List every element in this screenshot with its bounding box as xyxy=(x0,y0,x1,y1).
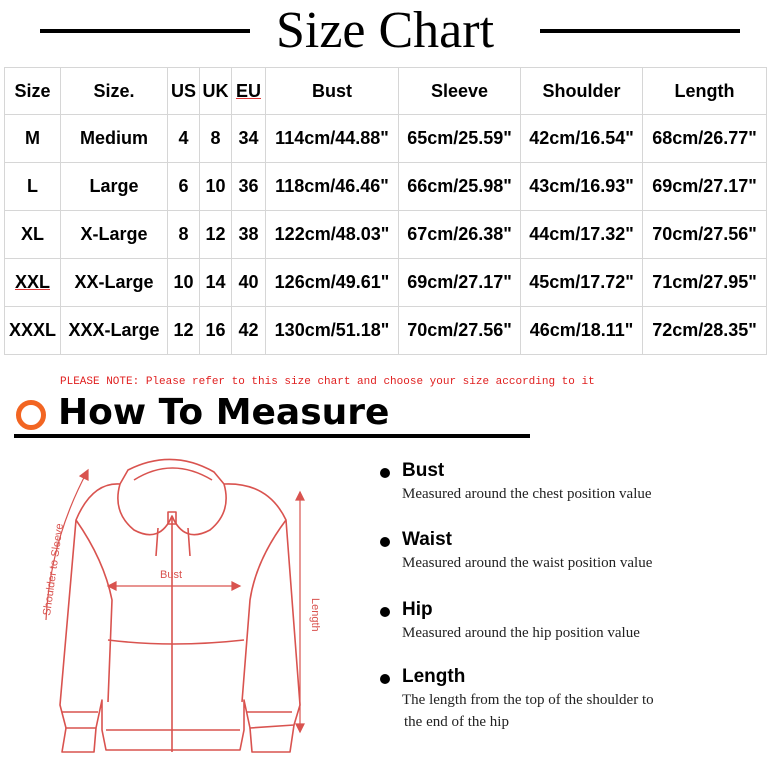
title-divider-right xyxy=(540,29,740,33)
cell-uk: 14 xyxy=(200,259,232,307)
cell-size-name: XXX-Large xyxy=(61,307,168,355)
cell-eu: 42 xyxy=(232,307,266,355)
header-sleeve: Sleeve xyxy=(399,68,521,115)
measure-label: Bust xyxy=(402,460,445,481)
cell-eu: 36 xyxy=(232,163,266,211)
size-table xyxy=(4,67,767,355)
header-size-name: Size. xyxy=(61,68,168,115)
cell-us: 8 xyxy=(168,211,200,259)
cell-us: 4 xyxy=(168,115,200,163)
how-to-measure-title: How To Measure xyxy=(58,392,390,433)
measure-desc: Measured around the chest position value xyxy=(402,486,652,502)
cell-shoulder: 45cm/17.72" xyxy=(521,259,643,307)
shoulder-to-sleeve-label: Shoulder to Sleeve xyxy=(41,522,66,617)
cell-size-name: Large xyxy=(61,163,168,211)
cell-bust: 126cm/49.61" xyxy=(266,259,399,307)
cell-eu: 40 xyxy=(232,259,266,307)
header-size: Size xyxy=(5,68,61,115)
cell-length: 70cm/27.56" xyxy=(643,211,767,259)
cell-bust: 122cm/48.03" xyxy=(266,211,399,259)
bullet-icon xyxy=(380,674,390,684)
cell-sleeve: 69cm/27.17" xyxy=(399,259,521,307)
cell-length: 68cm/26.77" xyxy=(643,115,767,163)
cell-length: 72cm/28.35" xyxy=(643,307,767,355)
table-row xyxy=(5,211,767,259)
title-divider-left xyxy=(40,29,250,33)
header-bust: Bust xyxy=(266,68,399,115)
cell-size: XL xyxy=(5,211,61,259)
table-header-row xyxy=(5,68,767,115)
cell-bust: 114cm/44.88" xyxy=(266,115,399,163)
jacket-outline xyxy=(60,459,300,752)
measure-label: Waist xyxy=(402,529,452,550)
header-uk: UK xyxy=(200,68,232,115)
cell-bust: 118cm/46.46" xyxy=(266,163,399,211)
bullet-icon xyxy=(380,607,390,617)
measure-desc: The length from the top of the shoulder to xyxy=(402,692,654,708)
cell-sleeve: 66cm/25.98" xyxy=(399,163,521,211)
cell-size: XXXL xyxy=(5,307,61,355)
header-eu: EU xyxy=(232,68,266,115)
cell-length: 69cm/27.17" xyxy=(643,163,767,211)
cell-uk: 16 xyxy=(200,307,232,355)
cell-sleeve: 65cm/25.59" xyxy=(399,115,521,163)
cell-size: M xyxy=(5,115,61,163)
cell-sleeve: 70cm/27.56" xyxy=(399,307,521,355)
cell-sleeve: 67cm/26.38" xyxy=(399,211,521,259)
size-note: PLEASE NOTE: Please refer to this size chart and choose your size according to it xyxy=(60,376,595,388)
measure-desc-continued: the end of the hip xyxy=(404,714,509,730)
cell-us: 6 xyxy=(168,163,200,211)
length-label: Length xyxy=(309,598,321,632)
heading-underline xyxy=(14,434,530,438)
page-title: Size Chart xyxy=(275,2,495,59)
cell-us: 12 xyxy=(168,307,200,355)
cell-length: 71cm/27.95" xyxy=(643,259,767,307)
measure-label: Length xyxy=(402,666,466,687)
header-us: US xyxy=(168,68,200,115)
cell-size: XXL xyxy=(5,259,61,307)
cell-size: L xyxy=(5,163,61,211)
cell-eu: 34 xyxy=(232,115,266,163)
cell-shoulder: 44cm/17.32" xyxy=(521,211,643,259)
cell-size-name: Medium xyxy=(61,115,168,163)
measure-desc: Measured around the hip position value xyxy=(402,625,640,641)
cell-eu: 38 xyxy=(232,211,266,259)
cell-size-name: X-Large xyxy=(61,211,168,259)
how-to-measure-heading xyxy=(14,392,534,442)
cell-shoulder: 46cm/18.11" xyxy=(521,307,643,355)
cell-uk: 12 xyxy=(200,211,232,259)
table-row xyxy=(5,307,767,355)
bullet-icon xyxy=(380,537,390,547)
header-shoulder: Shoulder xyxy=(521,68,643,115)
measure-arrows xyxy=(46,470,304,732)
measure-desc: Measured around the waist position value xyxy=(402,555,653,571)
table-row xyxy=(5,259,767,307)
table-row xyxy=(5,163,767,211)
title-banner xyxy=(0,0,768,62)
cell-shoulder: 43cm/16.93" xyxy=(521,163,643,211)
bullet-icon xyxy=(380,468,390,478)
jacket-diagram xyxy=(0,450,360,768)
cell-uk: 10 xyxy=(200,163,232,211)
cell-shoulder: 42cm/16.54" xyxy=(521,115,643,163)
cell-uk: 8 xyxy=(200,115,232,163)
measure-label: Hip xyxy=(402,599,433,620)
cell-size-name: XX-Large xyxy=(61,259,168,307)
cell-us: 10 xyxy=(168,259,200,307)
header-length: Length xyxy=(643,68,767,115)
table-row xyxy=(5,115,767,163)
bust-label: Bust xyxy=(160,569,183,581)
circle-icon xyxy=(16,400,46,430)
cell-bust: 130cm/51.18" xyxy=(266,307,399,355)
